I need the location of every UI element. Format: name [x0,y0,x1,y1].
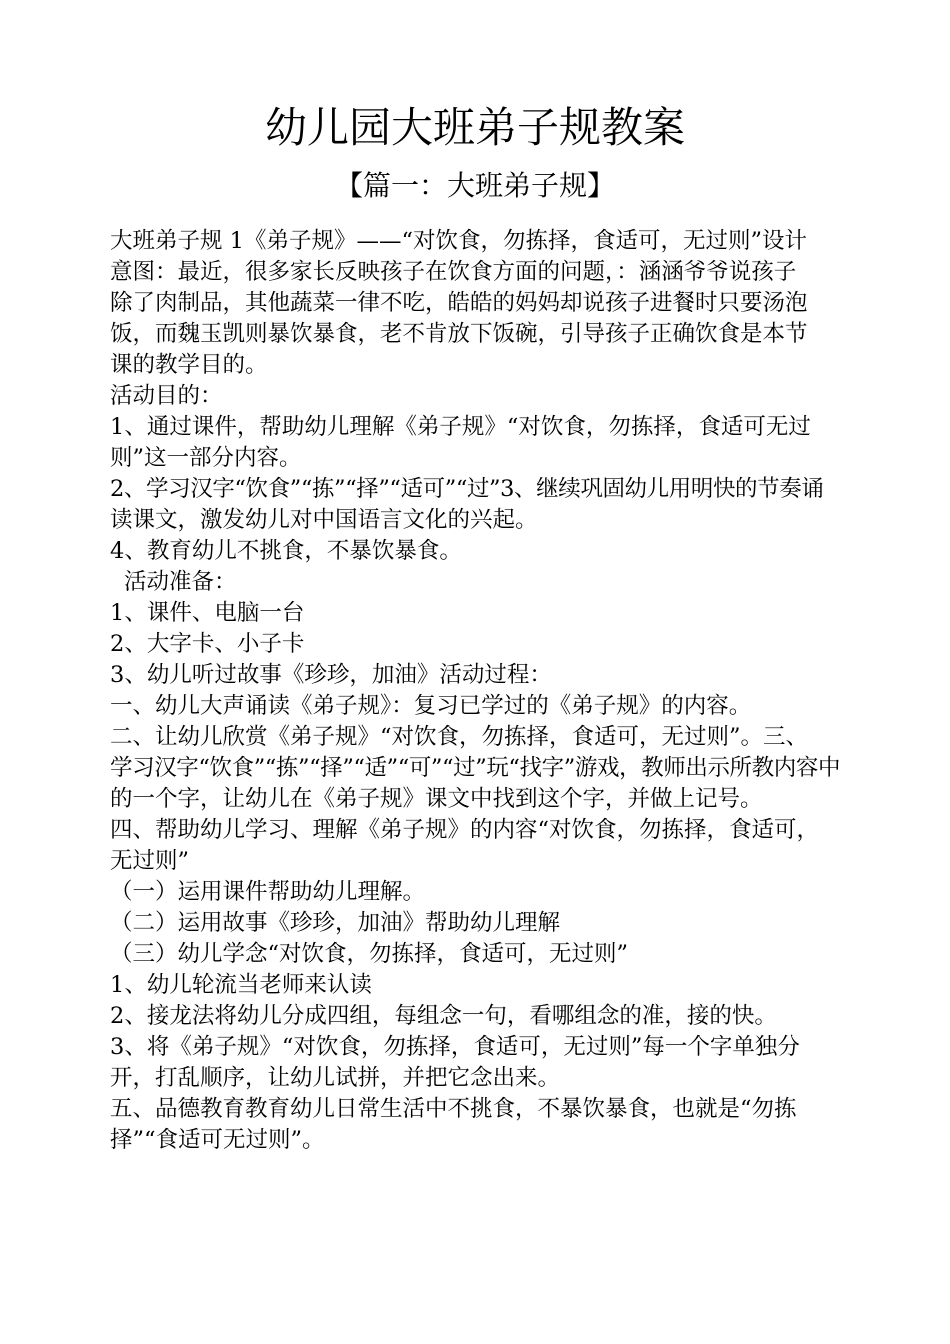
body-line: 择”“食适可无过则”。 [110,1127,325,1153]
body-line: 课的教学目的。 [110,352,268,378]
body-line: 无过则” [110,848,190,874]
body-line: 1、幼儿轮流当老师来认读 [110,972,372,998]
body-line: （一）运用课件帮助幼儿理解。 [110,879,426,905]
body-line: 饭，而魏玉凯则暴饮暴食，老不肯放下饭碗，引导孩子正确饮食是本节 [110,321,808,347]
body-line: 大班弟子规 1《弟子规》——“对饮食，勿拣择，食适可，无过则”设计 [110,228,807,254]
body-line: （三）幼儿学念“对饮食，勿拣择，食适可，无过则” [110,941,629,967]
body-line: 读课文，激发幼儿对中国语言文化的兴起。 [110,507,538,533]
body-line: 则”这一部分内容。 [110,445,302,471]
body-line: 1、通过课件，帮助幼儿理解《弟子规》“对饮食，勿拣择，食适可无过 [110,414,811,440]
body-line: 除了肉制品，其他蔬菜一律不吃，皓皓的妈妈却说孩子进餐时只要汤泡 [110,290,808,316]
section-heading: 活动目的： [110,383,223,409]
body-line: 3、将《弟子规》“对饮食，勿拣择，食适可，无过则”每一个字单独分 [110,1034,800,1060]
body-line: 4、教育幼儿不挑食，不暴饮暴食。 [110,538,462,564]
body-line: 1、课件、电脑一台 [110,600,305,626]
body-line: 2、学习汉字“饮食”“拣”“择”“适可”“过”3、继续巩固幼儿用明快的节奏诵 [110,476,824,502]
body-line: 意图：最近，很多家长反映孩子在饮食方面的问题，：涵涵爷爷说孩子 [110,259,797,285]
body-line: 3、幼儿听过故事《珍珍，加油》活动过程： [110,662,552,688]
document-body [110,226,841,1156]
section-heading: 活动准备： [124,569,237,595]
body-line: 2、接龙法将幼儿分成四组，每组念一句，看哪组念的准，接的快。 [110,1003,777,1029]
body-line: 开，打乱顺序，让幼儿试拼，并把它念出来。 [110,1065,561,1091]
body-line: 的一个字，让幼儿在《弟子规》课文中找到这个字，并做上记号。 [110,786,763,812]
body-line: 学习汉字“饮食”“拣”“择”“适”“可”“过”玩“找字”游戏，教师出示所教内容中 [110,755,841,781]
document-title: 幼儿园大班弟子规教案 [264,103,685,152]
body-line: 四、帮助幼儿学习、理解《弟子规》的内容“对饮食，勿拣择，食适可， [110,817,820,843]
body-line: 一、幼儿大声诵读《弟子规》：复习已学过的《弟子规》的内容。 [110,693,752,719]
body-line: 二、让幼儿欣赏《弟子规》“对饮食，勿拣择，食适可，无过则”。三、 [110,724,809,750]
body-line: 五、品德教育教育幼儿日常生活中不挑食，不暴饮暴食，也就是“勿拣 [110,1096,797,1122]
document-subtitle: 【篇一：大班弟子规】 [334,169,615,202]
body-line: 2、大字卡、小子卡 [110,631,305,657]
body-line: （二）运用故事《珍珍，加油》帮助幼儿理解 [110,910,561,936]
